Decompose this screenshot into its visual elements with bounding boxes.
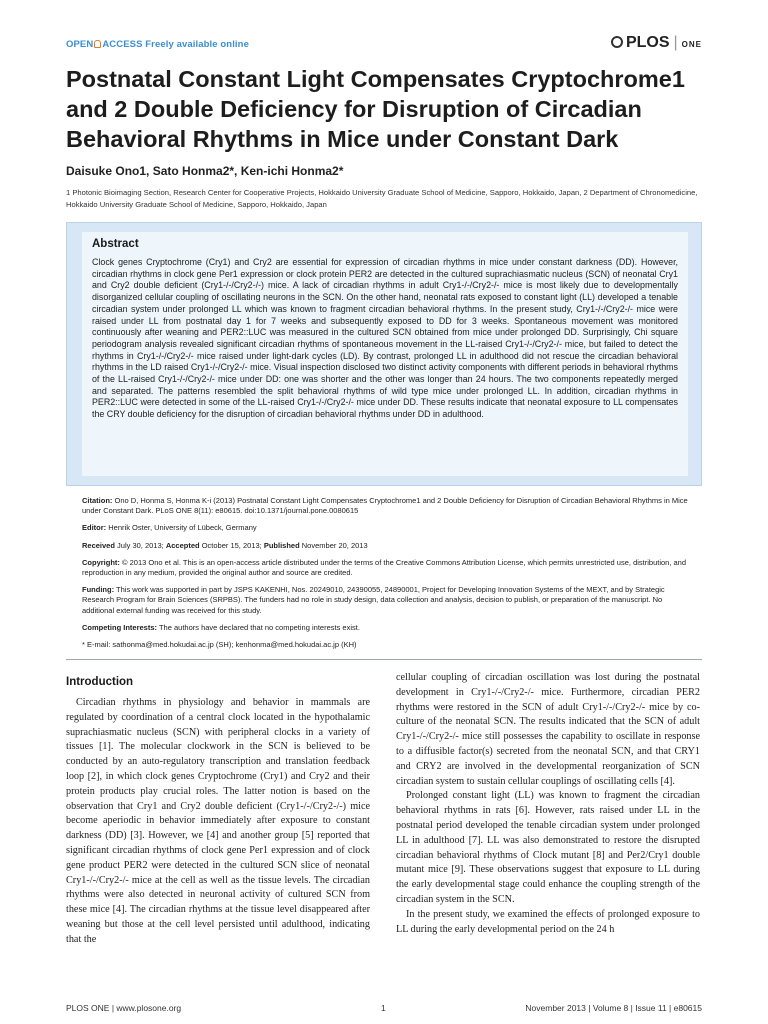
body-column-left [66,696,370,948]
dates: Received July 30, 2013; Accepted October 15, 2013; Published November 20, 2013 [82,540,368,550]
paragraph: Circadian rhythms in physiology and behavior in mammals are regulated by coordination of a central clock located in the hypothalamic suprachiasmatic nucleus (SCN) with peripheral clocks in a variety of tissues [1]. The molecular clockwork in the SCN is believed to be conducted by an auto-regulatory transcription and translation feedback loop [2], in which clock genes Cryptochrome (Cry1) and Cry2 and their protein products play crucial roles. The latter notion is based on the observation that Cry1 and Cry2 double deficient (Cry1-/-/Cry2-/-) mice become aperiodic in behavior immediately after exposure to constant darkness (DD) [3]. However, we [4] and another group [5] reported that significant circadian rhythms of clock gene Per1 expression and of clock gene product PER2 were detected in the cultured SCN slice of neonatal Cry1-/-/Cry2-/- mice at the cell as well as the tissue levels. The circadian rhythms were also detected in neuronal activity of cultured SCN from these mice [4]. The circadian rhythms at the tissue level disappeared after weaning but those at the cell level persisted until adulthood, indicating that the [66,697,370,945]
paragraph: In the present study, we examined the effects of prolonged exposure to LL during the early developmental period on the 24 h [396,908,700,935]
contact-email[interactable]: * E-mail: sathonma@med.hokudai.ac.jp (SH); kenhonma@med.hokudai.ac.jp (KH) [82,640,357,650]
section-divider [66,659,702,660]
citation: Citation: Ono D, Honma S, Honma K-i (2013) Postnatal Constant Light Compensates Cryptochrome1 and 2 Double Deficiency for Disruption of Circadian Behavioral Rhythms in Mice under Constant Dark. PLoS ONE 8(11): e80615. doi:10.1371/journal.pone.0080615 [82,496,688,516]
editor: Editor: Henrik Oster, University of Lübeck, Germany [82,523,257,533]
abstract-panel [82,232,688,476]
funding: Funding: This work was supported in part by JSPS KAKENHI, Nos. 20249010, 24390055, 24890001, Project for Developing Innovation Systems of the MEXT, and by Strategic Research Program for Brain Sciences (SRPBS). The funders had no role in study design, data collection and analysis, decision to publish, or preparation of the manuscript. No additional external funding was received for this study. [82,585,665,615]
paragraph: cellular coupling of circadian oscillation was lost during the postnatal development in Cry1-/-/Cry2-/- mice. Furthermore, circadian PER2 rhythms were restored in the SCN of adult Cry1-/-/Cry2-/- mice by co-culture of the neonatal SCN. The results indicated that the SCN of adult Cry1-/-/Cry2-/- mice still possesses the capability to oscillate in response to a diffusible factor(s) secreted from the neonatal SCN, and that CRY1 and CRY2 are involved in the developmental reorganization of SCN circadian system to sustain cellular couplings of oscillating cells [4]. [396,672,700,787]
affiliations: 1 Photonic Bioimaging Section, Research Center for Cooperative Projects, Hokkaido University Graduate School of Medicine, Sapporo, Hokkaido, Japan, 2 Department of Chronomedicine, Hokkaido University Graduate School of Medicine, Sapporo, Hokkaido, Japan [66,188,698,209]
open-lock-icon [94,40,101,48]
article-metadata [82,496,688,657]
body-column-right [396,671,700,937]
footer-journal[interactable]: PLOS ONE | www.plosone.org [66,1003,182,1013]
page-number: 1 [381,1003,386,1013]
author-list: Daisuke Ono1, Sato Honma2*, Ken-ichi Honma2* [66,164,344,178]
competing-interests: Competing Interests: The authors have declared that no competing interests exist. [82,622,360,632]
article-title: Postnatal Constant Light Compensates Cryptochrome1 and 2 Double Deficiency for Disruption of Circadian Behavioral Rhythms in Mice under Constant Dark [66,66,685,152]
footer-issue: November 2013 | Volume 8 | Issue 11 | e80615 [525,1003,702,1013]
journal-header [66,34,702,56]
plos-sun-icon [611,36,623,48]
paragraph: Prolonged constant light (LL) was known to fragment the circadian behavioral rhythms in rats [6]. However, rats raised under LL in the postnatal period developed the tenable circadian system under prolonged LL in adulthood [7]. LL was also demonstrated to restore the disrupted circadian behavioral rhythms of Clock mutant [8] and Per2/Cry1 double mutant mice [9]. These observations suggest that exposure to LL during the early developmental stage could enhance the coupling strength of the circadian system in the SCN. [396,790,700,905]
introduction-heading: Introduction [66,676,134,688]
free-availability-text: Freely available online [145,39,249,50]
copyright: Copyright: © 2013 Ono et al. This is an open-access article distributed under the terms of the Creative Commons Attribution License, which permits unrestricted use, distribution, and reproduction in any medium, provided the original author and source are credited. [82,557,687,578]
abstract-heading: Abstract [92,238,139,250]
abstract-text: Clock genes Cryptochrome (Cry1) and Cry2 are essential for expression of circadian rhythms in mice under constant darkness (DD). However, circadian rhythms in clock gene Per1 expression or clock protein PER2 are detected in the cultured suprachiasmatic nucleus (SCN) of neonatal Cry1 and Cry2 double deficient (Cry1-/-/Cry2-/-) mice. A lack of circadian rhythms in adult Cry1-/-/Cry2-/- mice is most likely due to developmentally disorganized cellular coupling of oscillating neurons in the SCN. On the other hand, neonatal rats exposed to constant light (LL) developed a tenable circadian system under prolonged LL which was known to fragment circadian behavioral rhythms. In the present study, Cry1-/-/Cry2-/- mice were raised under LL from postnatal day 1 for 7 weeks and subsequently exposed to DD for 3 weeks. Spontaneous movement was monitored continuously after weaning and PER2::LUC was measured in the cultured SCN obtained from mice under prolonged DD. Surprisingly, Chi square periodogram analysis revealed significant circadian rhythms of spontaneous movement in the LL-raised Cry1-/-/Cry2-/- mice, but failed to detect the rhythms in Cry1-/-/Cry2-/- mice raised under light-dark cycles (LD). By contrast, prolonged LL in adulthood did not rescue the circadian behavioral rhythms in the LD raised Cry1-/-/Cry2-/- mice. Visual inspection disclosed two distinct activity components with different periods in behavioral rhythms of the LL-raised Cry1-/-/Cry2-/- mice under DD: one was shorter and the other was longer than 24 hours. The two components repeatedly merged and separated. The patterns resembled the split behavioral rhythms of wild type mice under prolonged LL. In addition, circadian rhythms in PER2::LUC were detected in some of the LL-raised Cry1-/-/Cry2-/- mice under DD. These results indicate that neonatal exposure to LL compensates the CRY double deficiency for the disruption of circadian behavioral rhythms under DD in adulthood. [92,257,678,420]
plos-one-logo[interactable]: PLOS | ONE [611,34,702,52]
open-access-label[interactable]: OPEN ACCESS Freely available online [66,39,249,50]
